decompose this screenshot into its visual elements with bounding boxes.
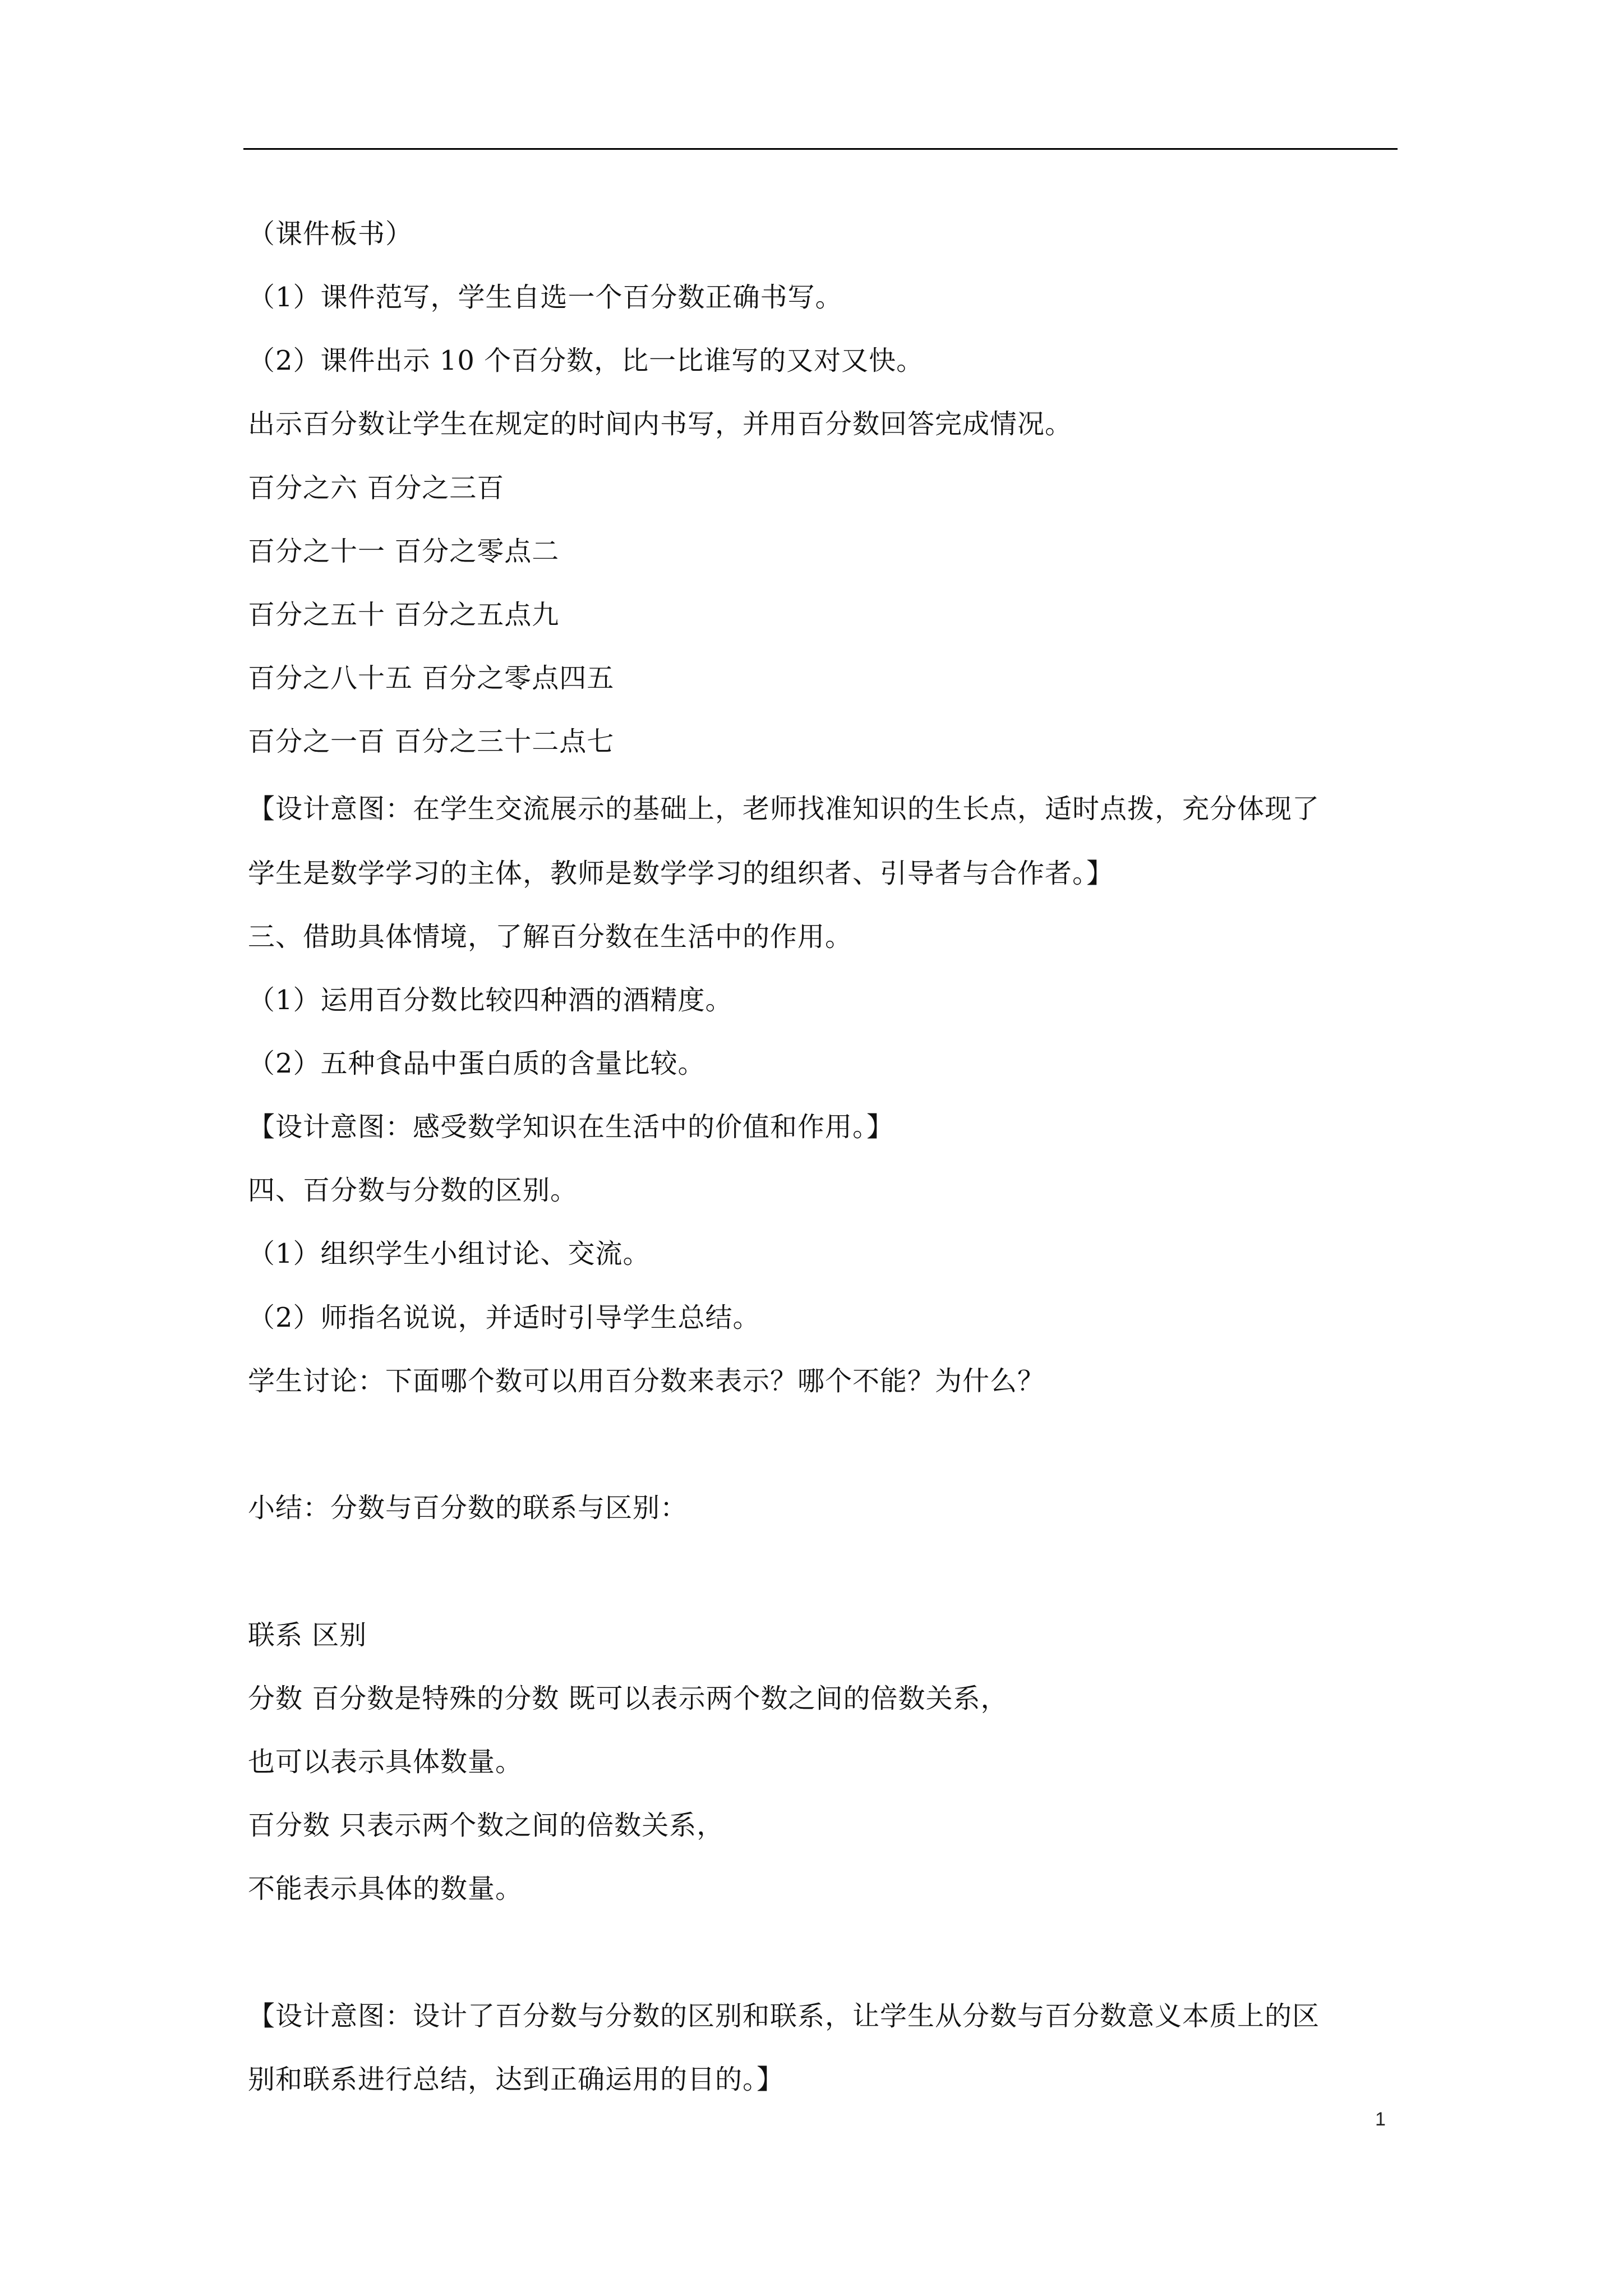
text-line: 不能表示具体的数量。: [248, 1873, 523, 1904]
text-line: 百分之一百 百分之三十二点七: [248, 726, 615, 757]
text-line: 也可以表示具体数量。: [248, 1746, 523, 1778]
text-line: 出示百分数让学生在规定的时间内书写，并用百分数回答完成情况。: [248, 408, 1073, 440]
text-line: 学生讨论：下面哪个数可以用百分数来表示？哪个不能？为什么？: [248, 1365, 1045, 1397]
design-intent-line: 【设计意图：感受数学知识在生活中的价值和作用。】: [248, 1111, 895, 1143]
text-line: 百分之八十五 百分之零点四五: [248, 662, 615, 694]
header-rule: [243, 148, 1398, 150]
section-heading: 四、百分数与分数的区别。: [248, 1175, 578, 1206]
design-intent-line: 【设计意图：设计了百分数与分数的区别和联系，让学生从分数与百分数意义本质上的区: [248, 2000, 1320, 2032]
text-line: 百分之六 百分之三百: [248, 472, 505, 504]
text-line: 分数 百分数是特殊的分数 既可以表示两个数之间的倍数关系，: [248, 1683, 1008, 1714]
section-heading: 三、借助具体情境，了解百分数在生活中的作用。: [248, 921, 853, 953]
design-intent-line: 学生是数学学习的主体，教师是数学学习的组织者、引导者与合作者。】: [248, 858, 1114, 889]
design-intent-line: 别和联系进行总结，达到正确运用的目的。】: [248, 2064, 785, 2095]
text-line: 联系 区别: [248, 1619, 367, 1651]
text-line: 百分数 只表示两个数之间的倍数关系，: [248, 1810, 725, 1841]
text-line: （课件板书）: [248, 218, 413, 250]
text-line: 百分之五十 百分之五点九: [248, 599, 560, 631]
summary-heading: 小结：分数与百分数的联系与区别：: [248, 1492, 688, 1524]
text-line: （1）运用百分数比较四种酒的酒精度。: [248, 984, 733, 1016]
text-line: （2）五种食品中蛋白质的含量比较。: [248, 1048, 706, 1079]
text-line: （1）课件范写，学生自选一个百分数正确书写。: [248, 282, 843, 313]
page-number: 1: [1375, 2109, 1386, 2130]
text-line: （2）课件出示 10 个百分数，比一比谁写的又对又快。: [248, 345, 924, 376]
design-intent-line: 【设计意图：在学生交流展示的基础上，老师找准知识的生长点，适时点拨，充分体现了: [248, 793, 1320, 825]
text-line: （2）师指名说说，并适时引导学生总结。: [248, 1302, 760, 1333]
text-line: （1）组织学生小组讨论、交流。: [248, 1238, 651, 1269]
text-line: 百分之十一 百分之零点二: [248, 536, 560, 567]
